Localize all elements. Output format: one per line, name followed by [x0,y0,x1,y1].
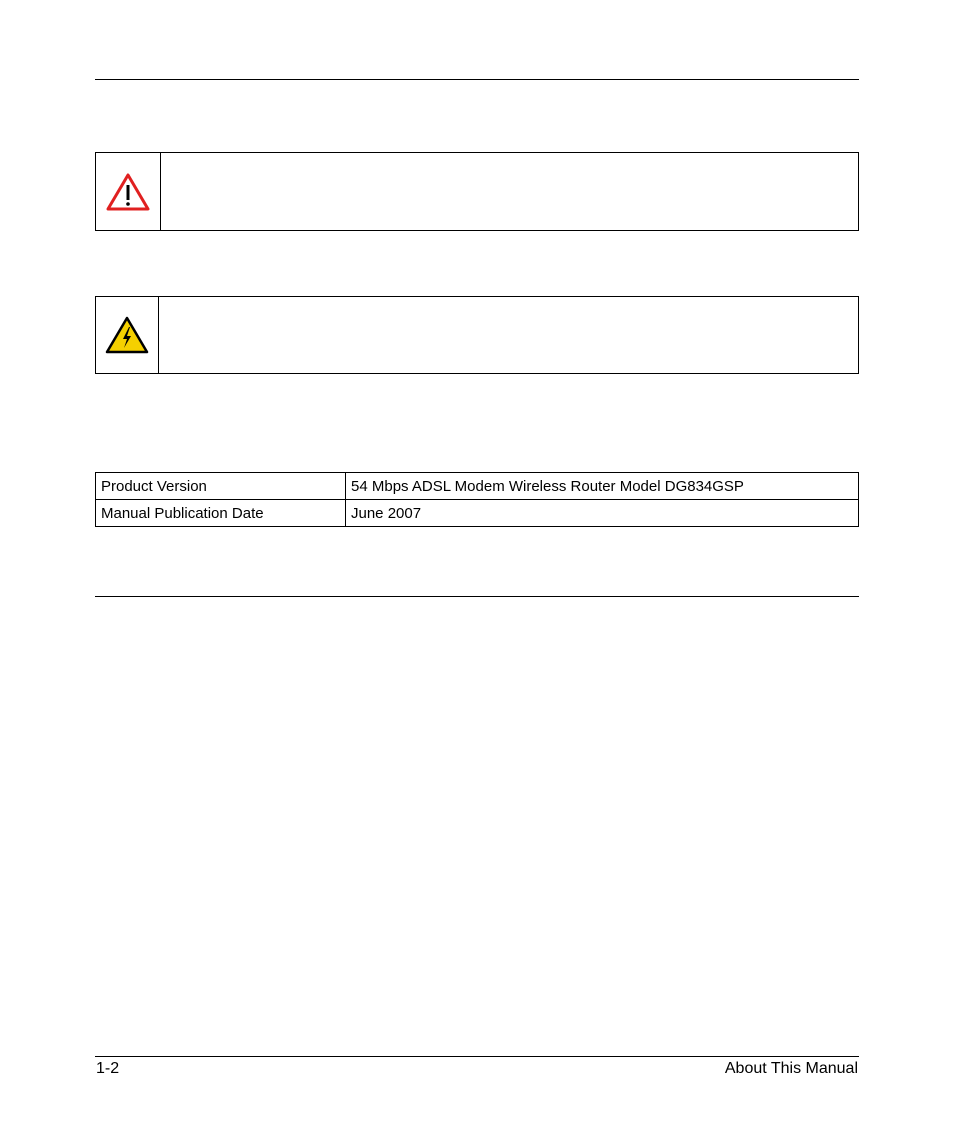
table-row [96,500,859,527]
table-cell-value: June 2007 [346,500,859,527]
warning-notice [95,152,859,231]
header-rule [95,79,859,80]
warning-triangle-icon [105,172,151,212]
warning-icon-cell [96,153,161,230]
warning-notice-text [161,153,858,230]
table-cell-value: 54 Mbps ADSL Modem Wireless Router Model DG834GSP [346,473,859,500]
revision-table [95,472,859,527]
section-rule [95,596,859,597]
table-cell-label: Manual Publication Date [96,500,346,527]
footer-section-title: About This Manual [724,1060,858,1077]
page-number: 1-2 [96,1060,120,1077]
danger-icon-cell [96,297,159,373]
danger-notice [95,296,859,374]
danger-notice-text [159,297,858,373]
table-cell-label: Product Version [96,473,346,500]
electrical-hazard-icon [104,315,150,355]
table-row [96,473,859,500]
footer-rule [95,1056,859,1057]
